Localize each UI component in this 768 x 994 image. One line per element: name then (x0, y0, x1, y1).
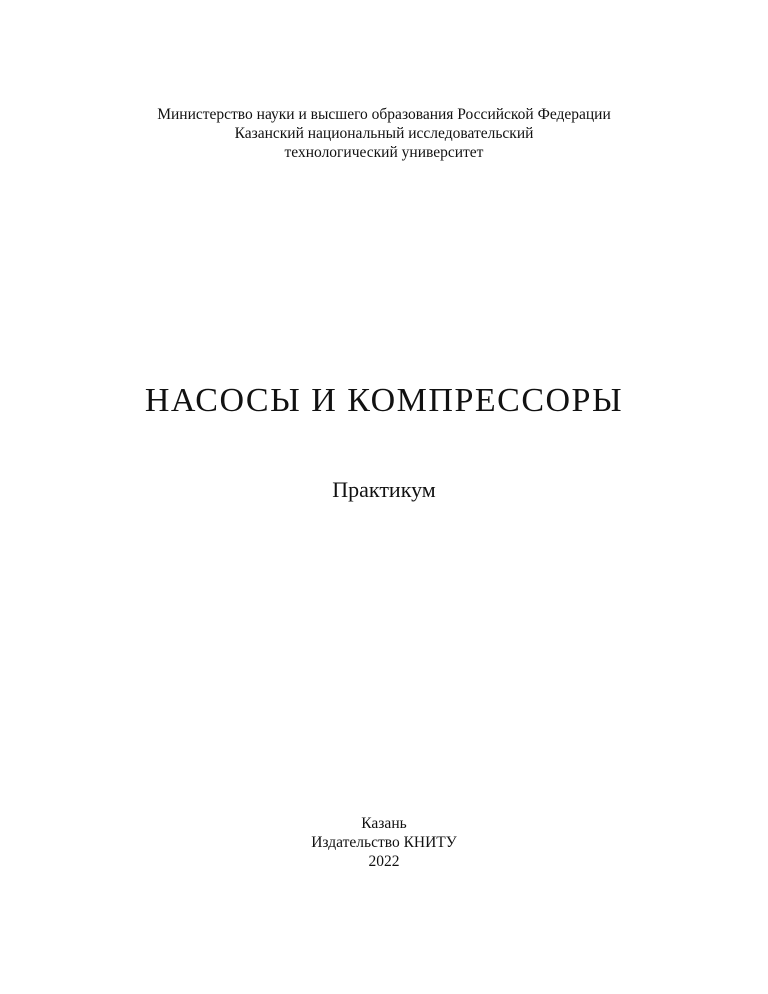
institution-header (0, 105, 768, 162)
document-subtitle: Практикум (332, 477, 436, 502)
imprint (0, 814, 768, 871)
imprint-year: 2022 (368, 853, 400, 870)
document-title: НАСОСЫ И КОМПРЕССОРЫ (144, 382, 624, 419)
ministry-line: Министерство науки и высшего образования Российской Федерации (157, 106, 611, 123)
imprint-city: Казань (361, 815, 407, 832)
university-line-2: технологический университет (284, 144, 484, 161)
university-line-1: Казанский национальный исследовательский (234, 125, 534, 142)
imprint-publisher: Издательство КНИТУ (311, 834, 457, 851)
